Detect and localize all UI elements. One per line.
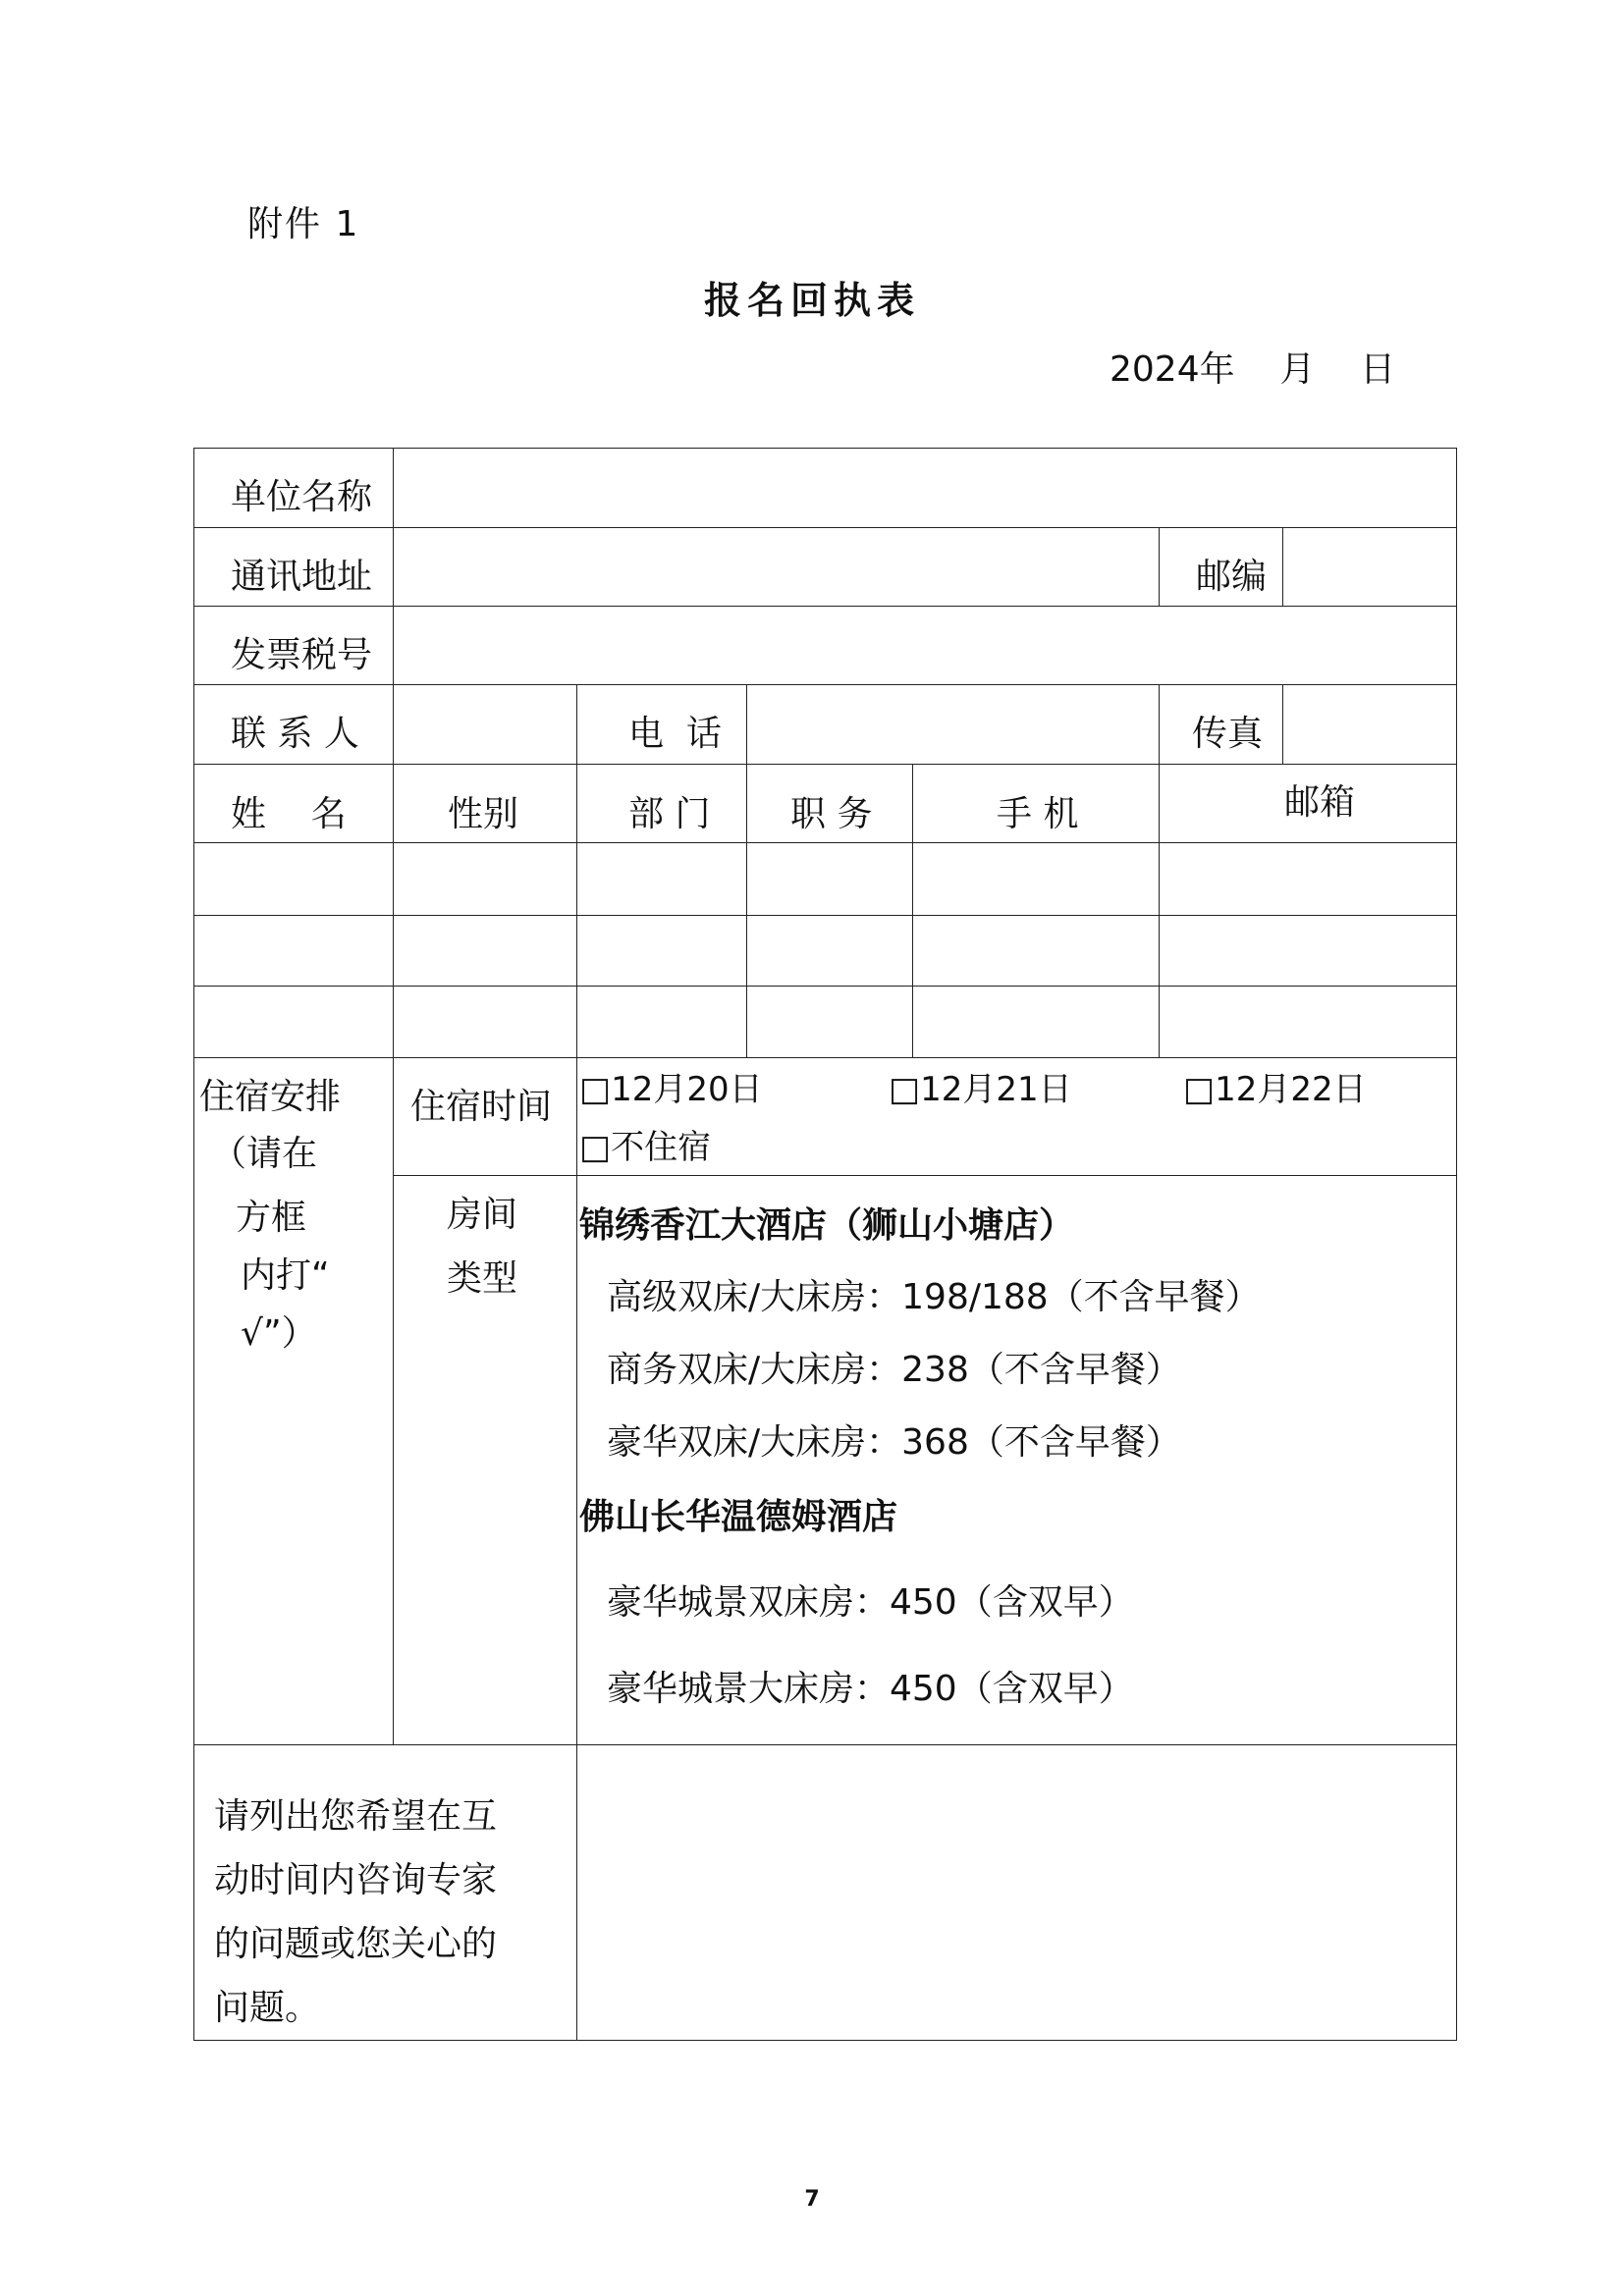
- phone-label: 电 话: [628, 714, 722, 754]
- date-checkbox-dec22[interactable]: □12月22日: [1183, 1070, 1367, 1109]
- hotel-name: 锦绣香江大酒店（狮山小塘店）: [579, 1205, 1075, 1246]
- questions-prompt-line: 请列出您希望在互: [214, 1796, 498, 1837]
- lodging-label-line: 方框: [236, 1198, 307, 1238]
- col-name: 姓 名: [231, 794, 347, 834]
- room-option: 高级双床/大床房：198/188（不含早餐）: [607, 1277, 1261, 1317]
- date-checkbox-dec21[interactable]: □12月21日: [889, 1070, 1072, 1109]
- date-checkbox-dec20[interactable]: □12月20日: [579, 1070, 763, 1109]
- questions-prompt-line: 动时间内咨询专家: [214, 1860, 498, 1900]
- no-lodging-checkbox[interactable]: □不住宿: [579, 1128, 712, 1167]
- attachment-label: 附件 1: [247, 204, 360, 244]
- questions-prompt-line: 问题。: [214, 1988, 321, 2028]
- fax-label: 传真: [1192, 714, 1264, 754]
- room-option: 豪华双床/大床房：368（不含早餐）: [607, 1422, 1181, 1463]
- lodging-label-line: （请在: [211, 1134, 318, 1174]
- invoice-tax-label: 发票税号: [231, 635, 373, 675]
- col-mobile: 手 机: [997, 794, 1079, 834]
- lodging-label-line: √”）: [241, 1313, 317, 1354]
- lodging-label-line: 内打“: [241, 1255, 330, 1296]
- date-line: 2024年 月 日: [1110, 349, 1396, 390]
- lodging-time-label: 住宿时间: [410, 1087, 553, 1127]
- postcode-label: 邮编: [1196, 557, 1268, 597]
- room-option: 豪华城景双床房：450（含双早）: [607, 1582, 1134, 1623]
- room-option: 豪华城景大床房：450（含双早）: [607, 1669, 1134, 1709]
- room-option: 商务双床/大床房：238（不含早餐）: [607, 1350, 1181, 1390]
- hotel-name: 佛山长华温德姆酒店: [579, 1497, 898, 1537]
- col-email: 邮箱: [1284, 782, 1356, 823]
- col-gender: 性别: [448, 794, 519, 834]
- room-type-label-line: 类型: [447, 1258, 518, 1299]
- unit-name-label: 单位名称: [231, 477, 373, 517]
- contact-label: 联 系 人: [231, 714, 359, 754]
- questions-prompt-line: 的问题或您关心的: [214, 1924, 498, 1964]
- col-dept: 部 门: [628, 794, 711, 834]
- room-type-label-line: 房间: [447, 1195, 518, 1235]
- address-label: 通讯地址: [231, 557, 373, 597]
- col-position: 职 务: [790, 794, 873, 834]
- lodging-label-line: 住宿安排: [199, 1077, 342, 1117]
- page-title: 报名回执表: [703, 279, 920, 322]
- page-number: 7: [804, 2187, 820, 2212]
